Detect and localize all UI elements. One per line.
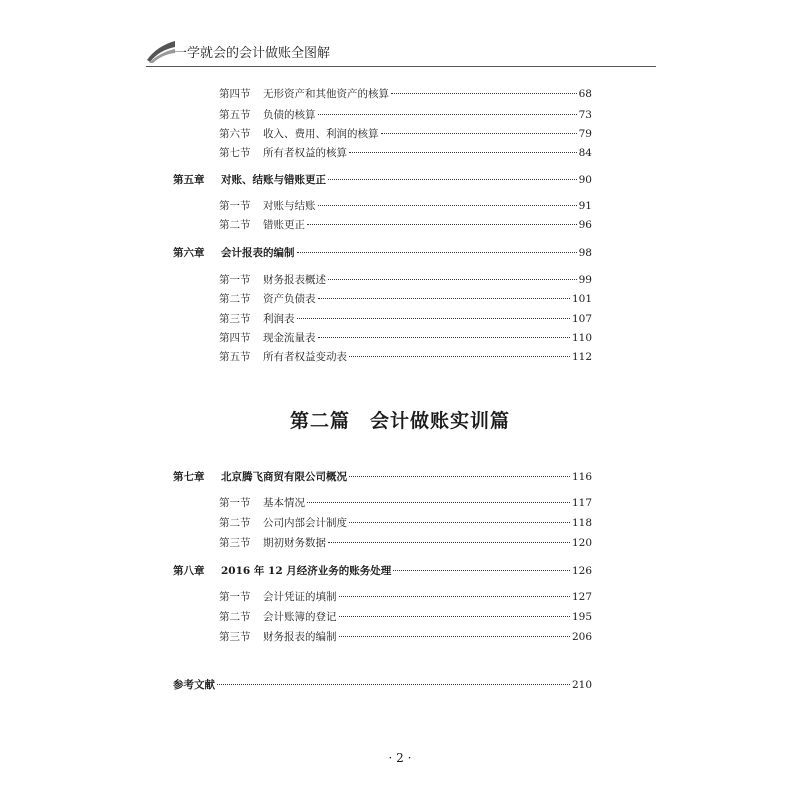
dot-leader: [318, 204, 577, 206]
toc-entry[interactable]: [219, 215, 592, 235]
entry-number: 第三节: [219, 313, 251, 325]
dot-leader: [393, 569, 570, 571]
references-title: 参考文献: [173, 679, 215, 691]
entry-title: 会计凭证的填制: [263, 591, 337, 603]
entry-title: 会计账簿的登记: [263, 611, 337, 623]
entry-page: 68: [578, 88, 592, 100]
page-number: · 2 ·: [388, 751, 412, 765]
chapter-page: 90: [578, 174, 592, 186]
entry-number: 第五节: [219, 109, 251, 121]
entry-title: 财务报表的编制: [263, 631, 337, 643]
entry-page: 107: [571, 313, 592, 325]
toc-entry[interactable]: [219, 270, 592, 290]
chapter-number: 第八章: [173, 565, 205, 577]
entry-page: 110: [571, 332, 592, 344]
entry-page: 112: [571, 351, 592, 363]
toc-entry[interactable]: [219, 533, 592, 553]
entry-page: 118: [571, 517, 592, 529]
dot-leader: [349, 475, 570, 477]
header-divider: [146, 66, 656, 67]
dot-leader: [318, 297, 570, 299]
toc-entry[interactable]: [219, 143, 592, 163]
chapter-number: 第七章: [173, 471, 205, 483]
entry-title: 基本情况: [263, 497, 305, 509]
dot-leader: [339, 615, 570, 617]
entry-number: 第三节: [219, 631, 251, 643]
dot-leader: [339, 595, 570, 597]
entry-number: 第五节: [219, 351, 251, 363]
toc-references[interactable]: [173, 675, 592, 695]
toc-chapter[interactable]: [173, 243, 592, 263]
entry-number: 第二节: [219, 293, 251, 305]
dot-leader: [307, 501, 570, 503]
entry-page: 120: [571, 537, 592, 549]
chapter-title: 2016 年 12 月经济业务的账务处理: [221, 565, 392, 577]
entry-page: 91: [578, 200, 592, 212]
entry-title: 利润表: [263, 313, 295, 325]
entry-number: 第四节: [219, 332, 251, 344]
entry-title: 现金流量表: [263, 332, 316, 344]
entry-title: 财务报表概述: [263, 274, 326, 286]
entry-title: 公司内部会计制度: [263, 517, 347, 529]
entry-page: 99: [578, 274, 592, 286]
dot-leader: [328, 541, 570, 543]
dot-leader: [307, 223, 577, 225]
toc-entry[interactable]: [219, 196, 592, 216]
entry-title: 期初财务数据: [263, 537, 326, 549]
toc-entry[interactable]: [219, 124, 592, 144]
chapter-page: 98: [578, 247, 592, 259]
chapter-number: 第六章: [173, 247, 205, 259]
toc-entry[interactable]: [219, 105, 592, 125]
entry-number: 第六节: [219, 128, 251, 140]
entry-number: 第二节: [219, 517, 251, 529]
entry-title: 无形资产和其他资产的核算: [263, 88, 389, 100]
references-page: 210: [571, 679, 592, 691]
entry-title: 所有者权益的核算: [263, 147, 347, 159]
chapter-title: 对账、结账与错账更正: [221, 174, 326, 186]
entry-number: 第一节: [219, 200, 251, 212]
dot-leader: [339, 635, 570, 637]
toc-entry[interactable]: [219, 347, 592, 367]
entry-page: 84: [578, 147, 592, 159]
entry-number: 第一节: [219, 591, 251, 603]
book-logo-icon: [146, 38, 176, 64]
toc-entry[interactable]: [219, 309, 592, 329]
entry-page: 195: [571, 611, 592, 623]
chapter-title: 会计报表的编制: [221, 247, 295, 259]
dot-leader: [318, 113, 577, 115]
toc-chapter[interactable]: [173, 170, 592, 190]
toc-entry[interactable]: [219, 607, 592, 627]
toc-entry[interactable]: [219, 513, 592, 533]
chapter-page: 116: [571, 471, 592, 483]
dot-leader: [328, 278, 577, 280]
entry-page: 101: [571, 293, 592, 305]
toc-entry[interactable]: [219, 587, 592, 607]
toc-entry[interactable]: [219, 493, 592, 513]
entry-number: 第一节: [219, 497, 251, 509]
chapter-title: 北京腾飞商贸有限公司概况: [221, 471, 347, 483]
book-title: 一学就会的会计做账全图解: [174, 46, 331, 61]
entry-page: 73: [578, 109, 592, 121]
entry-title: 收入、费用、利润的核算: [263, 128, 379, 140]
dot-leader: [381, 132, 577, 134]
toc-entry[interactable]: [219, 289, 592, 309]
toc-entry[interactable]: [219, 627, 592, 647]
toc-chapter[interactable]: [173, 467, 592, 487]
entry-page: 127: [571, 591, 592, 603]
entry-page: 206: [571, 631, 592, 643]
running-header: [146, 38, 646, 66]
toc-entry[interactable]: [219, 328, 592, 348]
dot-leader: [318, 336, 570, 338]
entry-page: 96: [578, 219, 592, 231]
entry-page: 117: [571, 497, 592, 509]
entry-page: 79: [578, 128, 592, 140]
part-two-heading: 第二篇 会计做账实训篇: [289, 410, 510, 432]
dot-leader: [328, 178, 577, 180]
entry-title: 资产负债表: [263, 293, 316, 305]
entry-number: 第三节: [219, 537, 251, 549]
toc-entry[interactable]: [219, 84, 592, 104]
dot-leader: [349, 355, 570, 357]
toc-chapter[interactable]: [173, 561, 592, 581]
dot-leader: [297, 317, 570, 319]
dot-leader: [349, 151, 577, 153]
dot-leader: [391, 92, 577, 94]
dot-leader: [297, 251, 577, 253]
chapter-number: 第五章: [173, 174, 205, 186]
entry-title: 错账更正: [263, 219, 305, 231]
entry-number: 第四节: [219, 88, 251, 100]
entry-number: 第七节: [219, 147, 251, 159]
dot-leader: [349, 521, 570, 523]
entry-number: 第二节: [219, 219, 251, 231]
dot-leader: [217, 683, 570, 685]
entry-title: 负债的核算: [263, 109, 316, 121]
entry-title: 对账与结账: [263, 200, 316, 212]
chapter-page: 126: [571, 565, 592, 577]
entry-title: 所有者权益变动表: [263, 351, 347, 363]
entry-number: 第一节: [219, 274, 251, 286]
entry-number: 第二节: [219, 611, 251, 623]
